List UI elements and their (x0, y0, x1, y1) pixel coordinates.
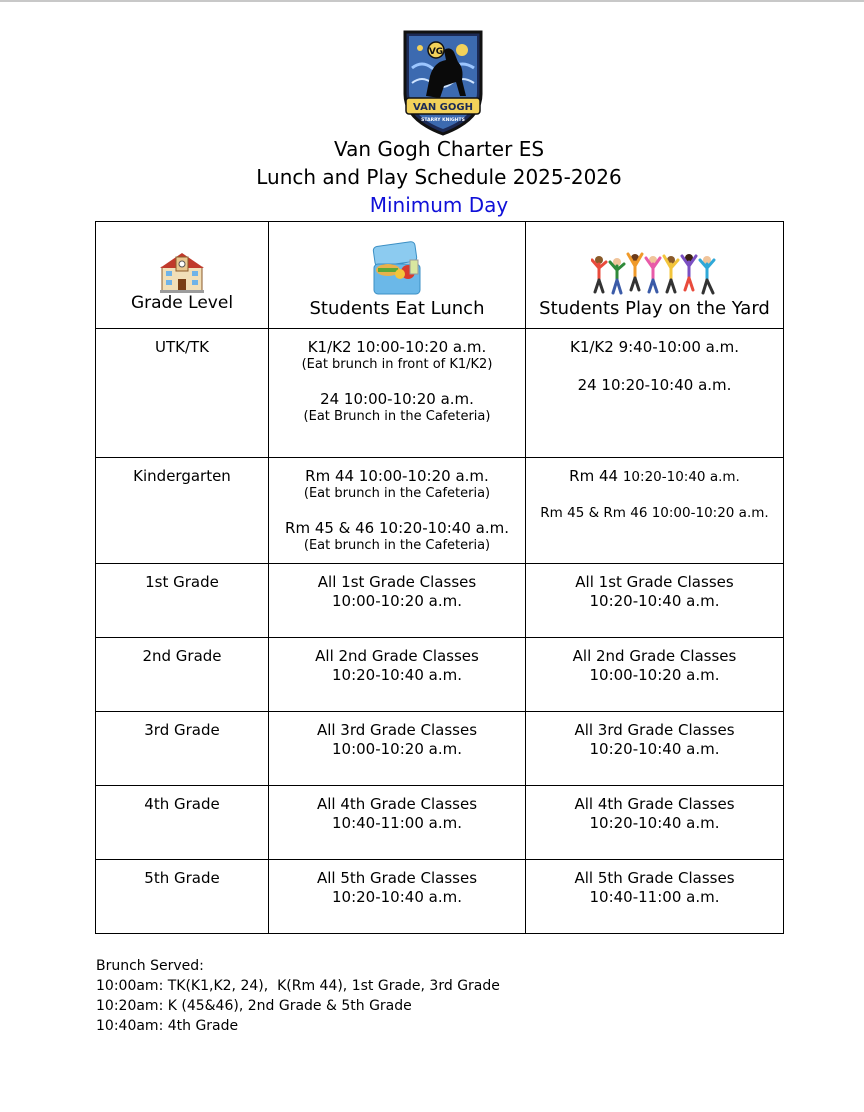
lunch-time: 10:20-10:40 a.m. (332, 888, 462, 906)
brunch-notes (96, 956, 500, 1036)
table-row (96, 329, 784, 458)
lunch-time: 10:00-10:20 a.m. (332, 592, 462, 610)
table-row (96, 786, 784, 860)
play-time: 10:00-10:20 a.m. (589, 666, 720, 684)
top-border (0, 0, 864, 2)
play-time: K1/K2 9:40-10:00 a.m. (569, 338, 739, 356)
header-play-label: Students Play on the Yard (539, 298, 770, 319)
lunch-classes: All 4th Grade Classes (316, 795, 478, 813)
play-classes: All 5th Grade Classes (574, 869, 735, 887)
lunch-classes: All 5th Grade Classes (316, 869, 478, 887)
school-building-icon (158, 251, 206, 293)
play-room: Rm 44 (569, 467, 619, 485)
logo-initials: VG (428, 47, 444, 57)
lunch-time: 10:20-10:40 a.m. (332, 666, 462, 684)
brunch-note-line: 10:00am: TK(K1,K2, 24), K(Rm 44), 1st Grade, 3rd Grade (96, 978, 500, 994)
grade-cell: 3rd Grade (144, 721, 220, 739)
schedule-title: Lunch and Play Schedule 2025-2026 (256, 165, 622, 189)
grade-cell: 4th Grade (144, 795, 220, 813)
school-logo (400, 28, 486, 136)
lunch-time: Rm 45 & 46 10:20-10:40 a.m. (285, 519, 509, 537)
table-row (96, 458, 784, 564)
school-name: Van Gogh Charter ES (333, 137, 545, 161)
brunch-notes-title: Brunch Served: (96, 958, 204, 974)
table-row (96, 860, 784, 934)
kids-jumping-icon (591, 248, 719, 298)
brunch-note-line: 10:20am: K (45&46), 2nd Grade & 5th Grade (96, 998, 412, 1014)
lunch-classes: All 3rd Grade Classes (316, 721, 478, 739)
play-room-time: 10:20-10:40 a.m. (622, 469, 740, 485)
lunch-note: (Eat brunch in the Cafeteria) (303, 538, 491, 553)
play-classes: All 3rd Grade Classes (574, 721, 735, 739)
table-row (96, 564, 784, 638)
play-time: 24 10:20-10:40 a.m. (577, 376, 732, 394)
logo-subtext: STARRY KNIGHTS (421, 118, 465, 123)
grade-cell: UTK/TK (154, 338, 210, 356)
play-time: 10:20-10:40 a.m. (589, 814, 720, 832)
play-classes: All 4th Grade Classes (574, 795, 735, 813)
lunch-note: (Eat brunch in front of K1/K2) (301, 357, 493, 372)
header-lunch (269, 222, 526, 329)
grade-cell: 5th Grade (144, 869, 220, 887)
lunch-time: Rm 44 10:00-10:20 a.m. (305, 467, 489, 485)
lunch-time: K1/K2 10:00-10:20 a.m. (307, 338, 487, 356)
play-classes: All 2nd Grade Classes (572, 647, 737, 665)
grade-cell: 1st Grade (145, 573, 219, 591)
day-type: Minimum Day (369, 193, 509, 217)
brunch-note-line: 10:40am: 4th Grade (96, 1018, 239, 1034)
grade-cell: Kindergarten (133, 467, 231, 485)
play-time: 10:20-10:40 a.m. (589, 592, 720, 610)
lunch-time: 24 10:00-10:20 a.m. (320, 390, 474, 408)
header-play (526, 222, 784, 329)
table-row (96, 712, 784, 786)
lunchbox-icon (370, 240, 424, 298)
table-row (96, 638, 784, 712)
lunch-classes: All 2nd Grade Classes (315, 647, 479, 665)
lunch-time: 10:40-11:00 a.m. (332, 814, 462, 832)
logo-text: VAN GOGH (413, 102, 473, 113)
grade-cell: 2nd Grade (142, 647, 222, 665)
lunch-classes: All 1st Grade Classes (317, 573, 477, 591)
schedule-table (95, 221, 784, 934)
lunch-note: (Eat Brunch in the Cafeteria) (303, 409, 491, 424)
play-time: Rm 45 & Rm 46 10:00-10:20 a.m. (540, 505, 769, 521)
lunch-note: (Eat brunch in the Cafeteria) (303, 486, 491, 501)
header-grade-label: Grade Level (130, 293, 234, 313)
play-time: 10:40-11:00 a.m. (589, 888, 720, 906)
header-grade-level (96, 222, 269, 329)
header-lunch-label: Students Eat Lunch (309, 298, 485, 319)
play-time (526, 467, 783, 487)
play-time: 10:20-10:40 a.m. (589, 740, 720, 758)
lunch-time: 10:00-10:20 a.m. (332, 740, 462, 758)
play-classes: All 1st Grade Classes (575, 573, 734, 591)
